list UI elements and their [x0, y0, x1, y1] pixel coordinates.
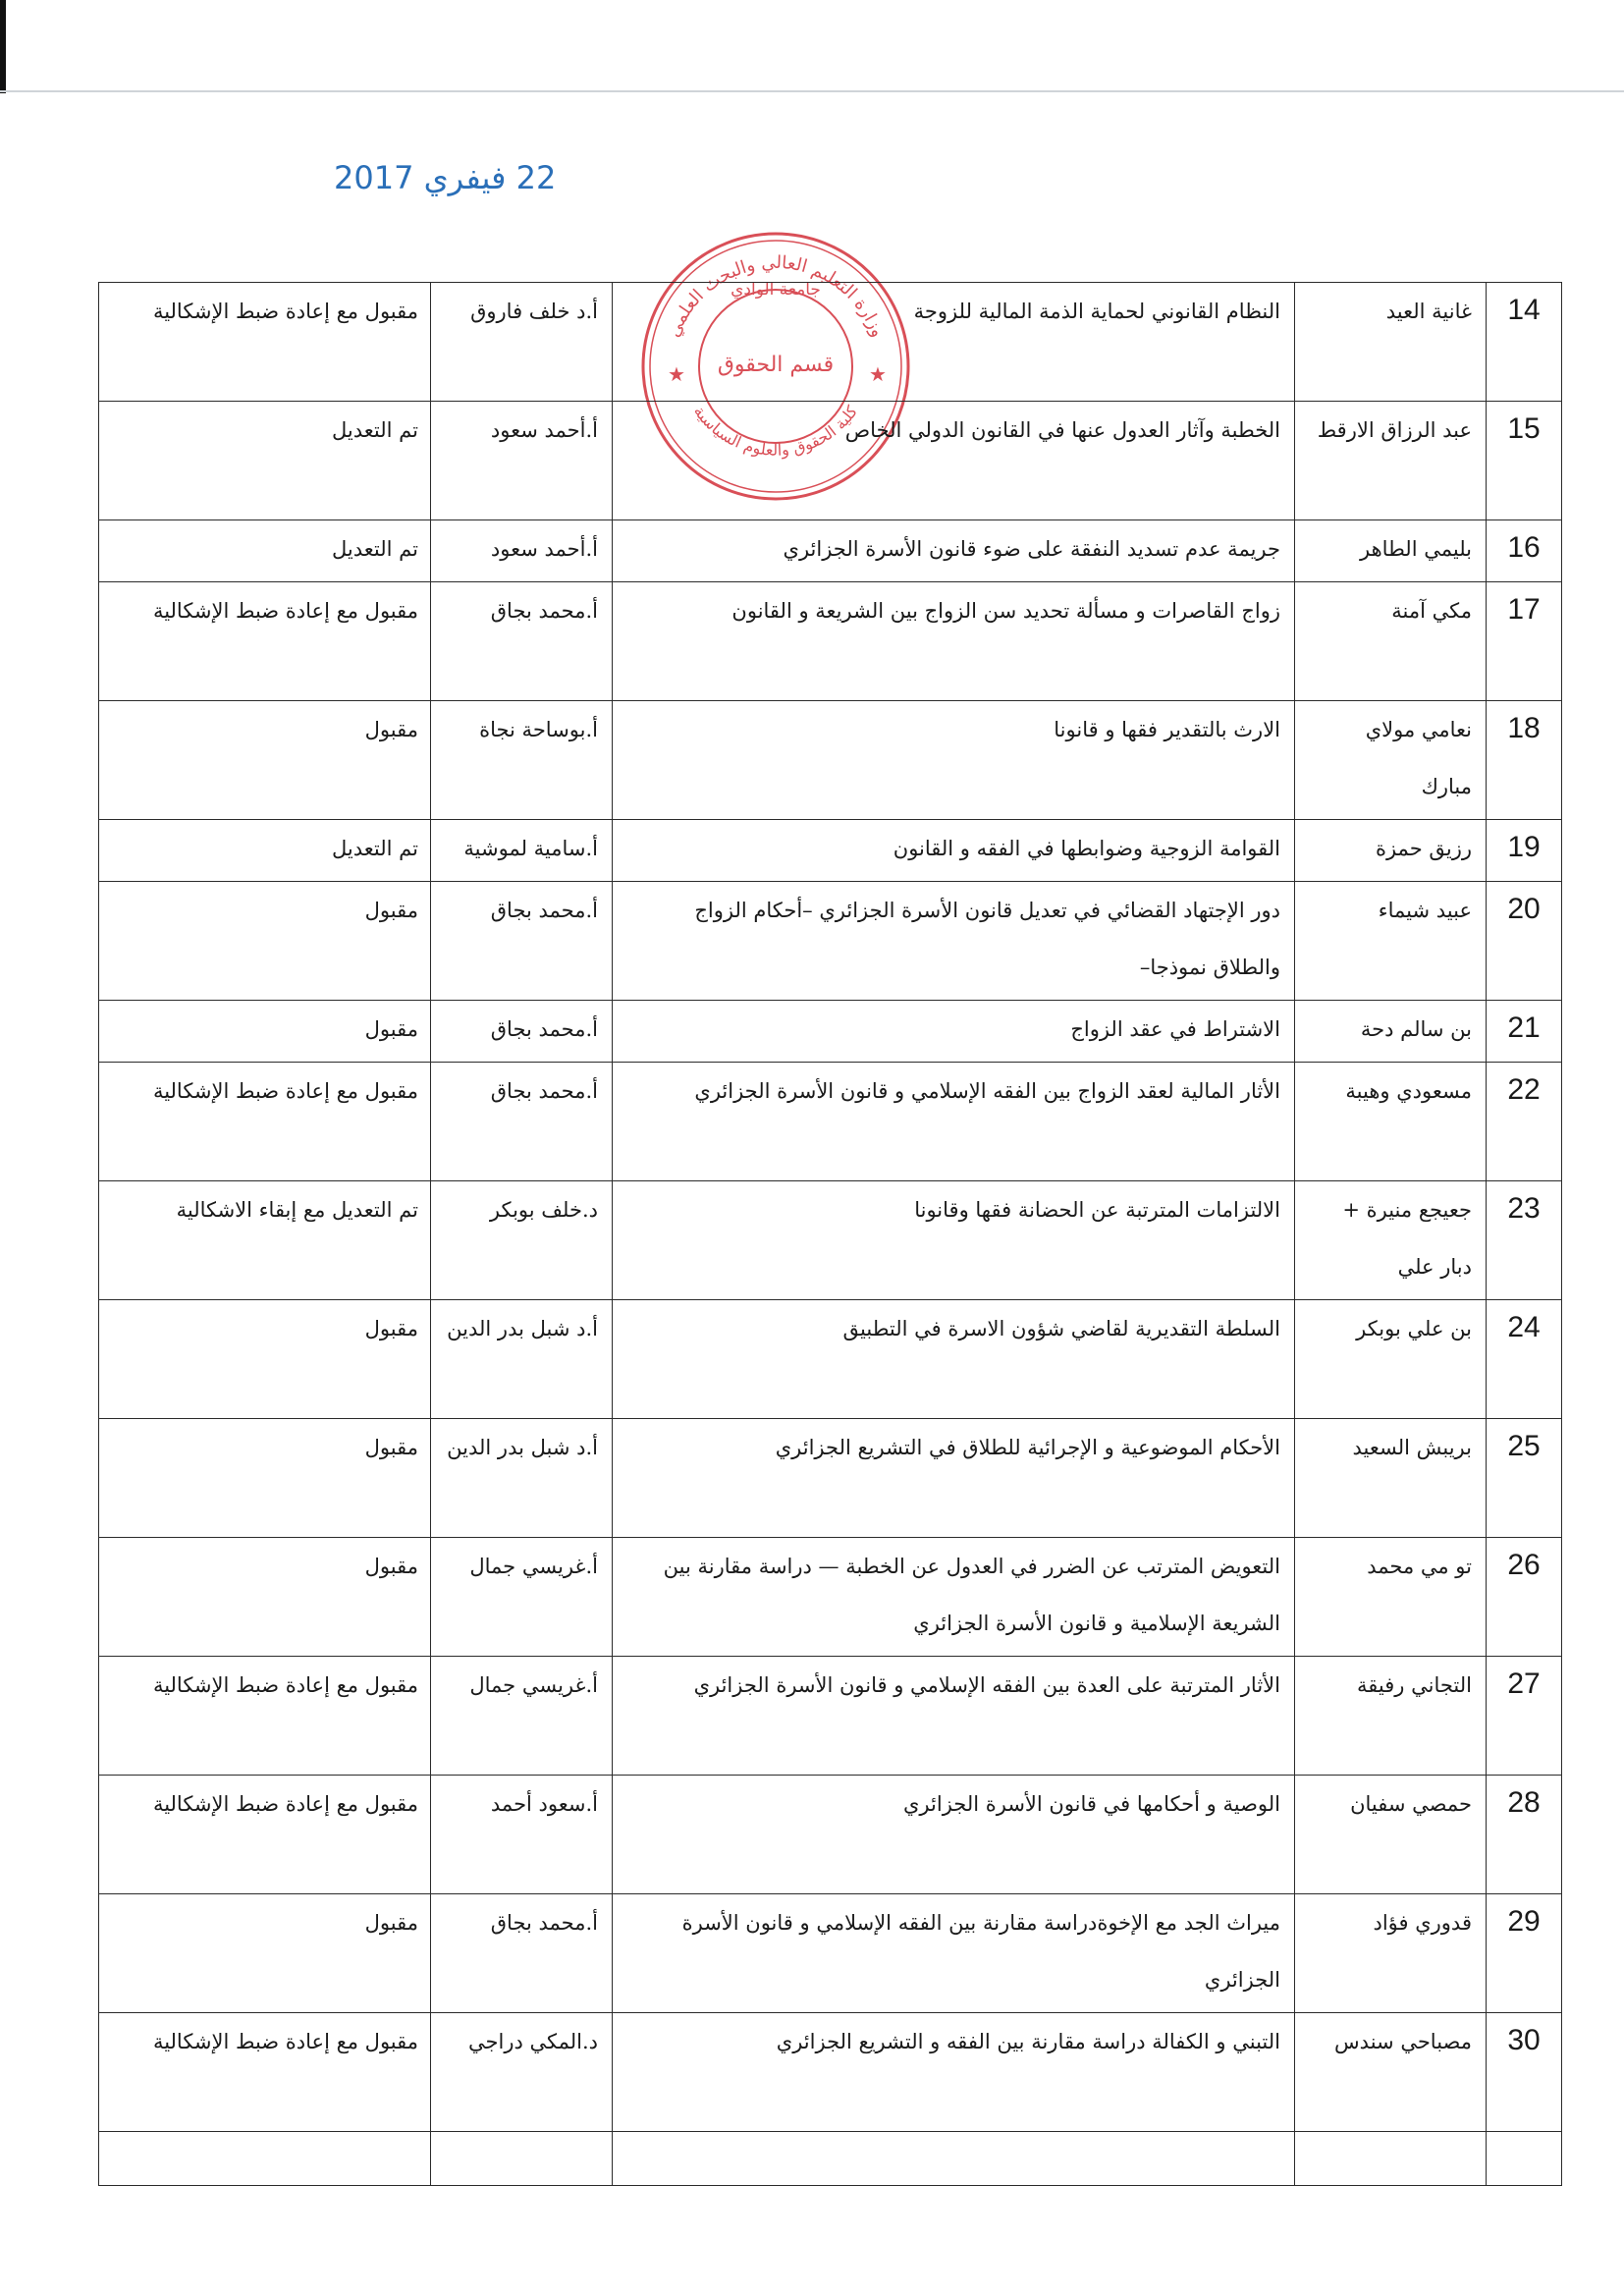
thesis-title: الارث بالتقدير فقها و قانونا [613, 701, 1295, 820]
supervisor-name: أ.محمد بجاق [431, 1894, 613, 2013]
row-number: 24 [1487, 1300, 1562, 1419]
review-status: مقبول [99, 1419, 431, 1538]
row-number: 15 [1487, 402, 1562, 520]
table-row [99, 1001, 1562, 1063]
table-row [99, 1776, 1562, 1894]
review-status: تم التعديل [99, 820, 431, 882]
table-row [99, 1894, 1562, 2013]
table-row [99, 520, 1562, 582]
supervisor-name: أ.سعود أحمد [431, 1776, 613, 1894]
review-status: مقبول [99, 882, 431, 1001]
table-row [99, 402, 1562, 520]
row-number: 14 [1487, 283, 1562, 402]
review-status: مقبول [99, 1894, 431, 2013]
seal-star-icon: ★ [869, 362, 887, 386]
row-number: 20 [1487, 882, 1562, 1001]
review-status: تم التعديل [99, 402, 431, 520]
seal-ministry-text: وزارة التعليم العالي والبحث العلمي [663, 251, 889, 341]
thesis-title: زواج القاصرات و مسألة تحديد سن الزواج بين الشريعة و القانون [613, 582, 1295, 701]
thesis-title: الخطبة وآثار العدول عنها في القانون الدولي الخاص [613, 402, 1295, 520]
student-name: نعامي مولاي مبارك [1295, 701, 1487, 820]
table-row [99, 582, 1562, 701]
table-row [99, 283, 1562, 402]
thesis-title: النظام القانوني لحماية الذمة المالية للزوجة [613, 283, 1295, 402]
supervisor-name: أ.محمد بجاق [431, 882, 613, 1001]
review-status: مقبول [99, 1300, 431, 1419]
student-name: مسعودي وهيبة [1295, 1063, 1487, 1181]
row-number: 17 [1487, 582, 1562, 701]
supervisor-name: أ.محمد بجاق [431, 582, 613, 701]
row-number: 18 [1487, 701, 1562, 820]
supervisor-name: أ.د خلف فاروق [431, 283, 613, 402]
review-status: تم التعديل مع إبقاء الاشكالية [99, 1181, 431, 1300]
date-stamp: 22 فيفري 2017 [334, 159, 557, 196]
review-status: مقبول مع إعادة ضبط الإشكالية [99, 283, 431, 402]
table-row [99, 1063, 1562, 1181]
table-row [99, 1657, 1562, 1776]
review-status: مقبول مع إعادة ضبط الإشكالية [99, 1063, 431, 1181]
student-name: رزيق حمزة [1295, 820, 1487, 882]
row-number: 29 [1487, 1894, 1562, 2013]
row-number: 28 [1487, 1776, 1562, 1894]
row-number: 21 [1487, 1001, 1562, 1063]
supervisor-name: أ.د شبل بدر الدين [431, 1300, 613, 1419]
table-row [99, 701, 1562, 820]
row-number: 23 [1487, 1181, 1562, 1300]
empty-row [99, 2132, 1562, 2186]
thesis-title: الأثار المترتبة على العدة بين الفقه الإسلامي و قانون الأسرة الجزائري [613, 1657, 1295, 1776]
student-name: التجاني رفيقة [1295, 1657, 1487, 1776]
supervisor-name: د.المكي دراجي [431, 2013, 613, 2132]
scan-edge [0, 0, 6, 93]
supervisor-name: أ.سامية لموشية [431, 820, 613, 882]
supervisor-name: أ.محمد بجاق [431, 1063, 613, 1181]
student-name: بن علي بوبكر [1295, 1300, 1487, 1419]
row-number: 26 [1487, 1538, 1562, 1657]
empty-cell [431, 2132, 613, 2186]
supervisor-name: أ.د شبل بدر الدين [431, 1419, 613, 1538]
table-row [99, 882, 1562, 1001]
supervisor-name: أ.بوساحة نجاة [431, 701, 613, 820]
thesis-title: الالتزامات المترتبة عن الحضانة فقها وقانونا [613, 1181, 1295, 1300]
student-name: بن سالم دحة [1295, 1001, 1487, 1063]
thesis-title: دور الإجتهاد القضائي في تعديل قانون الأسرة الجزائري –أحكام الزواج والطلاق نموذجا– [613, 882, 1295, 1001]
thesis-title: جريمة عدم تسديد النفقة على ضوء قانون الأسرة الجزائري [613, 520, 1295, 582]
thesis-title: الأحكام الموضوعية و الإجرائية للطلاق في التشريع الجزائري [613, 1419, 1295, 1538]
student-name: عبيد شيماء [1295, 882, 1487, 1001]
supervisor-name: أ.غريسي جمال [431, 1538, 613, 1657]
student-name: بريبش السعيد [1295, 1419, 1487, 1538]
table-row [99, 2013, 1562, 2132]
table-row [99, 1419, 1562, 1538]
review-status: مقبول مع إعادة ضبط الإشكالية [99, 1776, 431, 1894]
topics-table [98, 282, 1562, 2186]
student-name: مكي آمنة [1295, 582, 1487, 701]
student-name: مصباحي سندس [1295, 2013, 1487, 2132]
thesis-title: الأثار المالية لعقد الزواج بين الفقه الإسلامي و قانون الأسرة الجزائري [613, 1063, 1295, 1181]
row-number: 27 [1487, 1657, 1562, 1776]
student-name: عبد الرزاق الارقط [1295, 402, 1487, 520]
review-status: مقبول [99, 1001, 431, 1063]
supervisor-name: أ.أحمد سعود [431, 402, 613, 520]
empty-cell [1487, 2132, 1562, 2186]
row-number: 30 [1487, 2013, 1562, 2132]
row-number: 16 [1487, 520, 1562, 582]
thesis-title: السلطة التقديرية لقاضي شؤون الاسرة في التطبيق [613, 1300, 1295, 1419]
table-row [99, 820, 1562, 882]
row-number: 22 [1487, 1063, 1562, 1181]
empty-cell [99, 2132, 431, 2186]
table-row [99, 1300, 1562, 1419]
student-name: حمصي سفيان [1295, 1776, 1487, 1894]
scan-line [0, 90, 1624, 92]
student-name: جعيجع منيرة + دبار علي [1295, 1181, 1487, 1300]
supervisor-name: أ.محمد بجاق [431, 1001, 613, 1063]
supervisor-name: أ.أحمد سعود [431, 520, 613, 582]
supervisor-name: د.خلف بوبكر [431, 1181, 613, 1300]
student-name: غانية العيد [1295, 283, 1487, 402]
review-status: مقبول مع إعادة ضبط الإشكالية [99, 2013, 431, 2132]
student-name: بليمي الطاهر [1295, 520, 1487, 582]
thesis-title: الوصية و أحكامها في قانون الأسرة الجزائري [613, 1776, 1295, 1894]
review-status: مقبول [99, 701, 431, 820]
supervisor-name: أ.غريسي جمال [431, 1657, 613, 1776]
seal-department-text: قسم الحقوق [717, 353, 835, 377]
seal-university-text: جامعة الوادي [731, 280, 821, 300]
review-status: مقبول مع إعادة ضبط الإشكالية [99, 1657, 431, 1776]
seal-star-icon: ★ [668, 362, 685, 386]
table-row [99, 1181, 1562, 1300]
student-name: قدوري فؤاد [1295, 1894, 1487, 2013]
row-number: 25 [1487, 1419, 1562, 1538]
empty-cell [613, 2132, 1295, 2186]
review-status: مقبول [99, 1538, 431, 1657]
thesis-title: الاشتراط في عقد الزواج [613, 1001, 1295, 1063]
table-row [99, 1538, 1562, 1657]
thesis-title: القوامة الزوجية وضوابطها في الفقه و القانون [613, 820, 1295, 882]
empty-cell [1295, 2132, 1487, 2186]
thesis-title: ميراث الجد مع الإخوةدراسة مقارنة بين الفقه الإسلامي و قانون الأسرة الجزائري [613, 1894, 1295, 2013]
review-status: مقبول مع إعادة ضبط الإشكالية [99, 582, 431, 701]
row-number: 19 [1487, 820, 1562, 882]
seal-faculty-text: كلية الحقوق والعلوم السياسية [689, 402, 862, 460]
thesis-title: التعويض المترتب عن الضرر في العدول عن الخطبة — دراسة مقارنة بين الشريعة الإسلامية و قانون الأسرة الجزائري [613, 1538, 1295, 1657]
review-status: تم التعديل [99, 520, 431, 582]
thesis-title: التبني و الكفالة دراسة مقارنة بين الفقه و التشريع الجزائري [613, 2013, 1295, 2132]
student-name: تو مي محمد [1295, 1538, 1487, 1657]
